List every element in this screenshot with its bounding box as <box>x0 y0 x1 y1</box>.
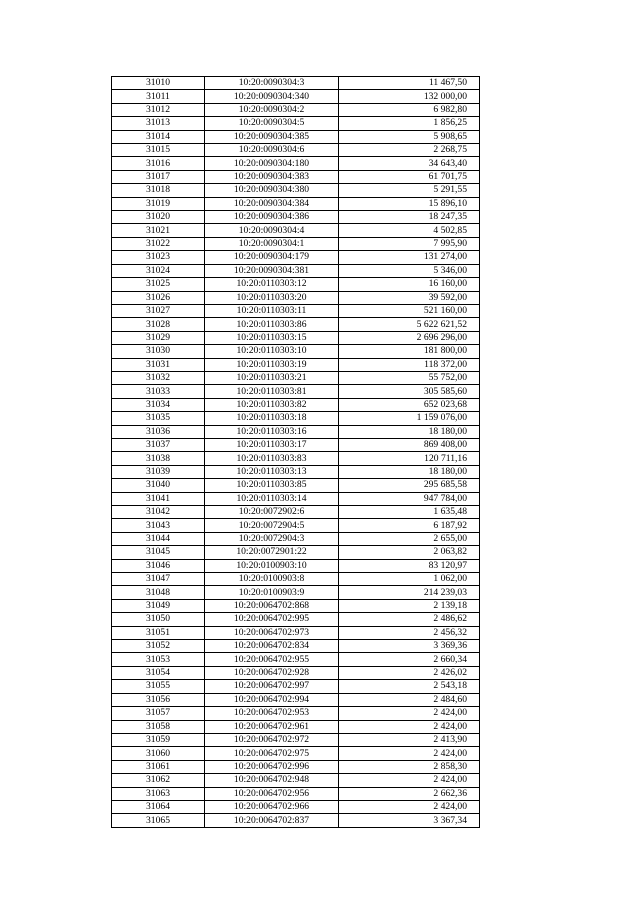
cadastral-number-cell: 10:20:0090304:4 <box>205 224 339 237</box>
table-row <box>112 613 480 626</box>
row-number-cell: 31058 <box>112 720 205 733</box>
table-row <box>112 237 480 250</box>
cadastral-number-cell: 10:20:0064702:953 <box>205 707 339 720</box>
row-number-cell: 31044 <box>112 532 205 545</box>
value-cell: 2 660,34 <box>339 653 480 666</box>
value-cell: 5 908,65 <box>339 130 480 143</box>
row-number-cell: 31010 <box>112 77 205 90</box>
cadastral-number-cell: 10:20:0110303:86 <box>205 318 339 331</box>
cadastral-number-cell: 10:20:0090304:1 <box>205 237 339 250</box>
cadastral-number-cell: 10:20:0064702:955 <box>205 653 339 666</box>
cadastral-number-cell: 10:20:0110303:83 <box>205 452 339 465</box>
value-cell: 869 408,00 <box>339 438 480 451</box>
value-cell: 18 247,35 <box>339 211 480 224</box>
row-number-cell: 31020 <box>112 211 205 224</box>
cadastral-number-cell: 10:20:0064702:975 <box>205 747 339 760</box>
table-row <box>112 412 480 425</box>
cadastral-number-cell: 10:20:0110303:82 <box>205 398 339 411</box>
cadastral-number-cell: 10:20:0090304:5 <box>205 117 339 130</box>
cadastral-number-cell: 10:20:0090304:380 <box>205 184 339 197</box>
value-cell: 2 662,36 <box>339 787 480 800</box>
row-number-cell: 31048 <box>112 586 205 599</box>
value-cell: 947 784,00 <box>339 492 480 505</box>
cadastral-number-cell: 10:20:0100903:8 <box>205 573 339 586</box>
value-cell: 2 543,18 <box>339 680 480 693</box>
table-row <box>112 264 480 277</box>
table-row <box>112 77 480 90</box>
table-row <box>112 304 480 317</box>
cadastral-number-cell: 10:20:0064702:961 <box>205 720 339 733</box>
cadastral-number-cell: 10:20:0064702:997 <box>205 680 339 693</box>
row-number-cell: 31061 <box>112 760 205 773</box>
value-cell: 18 180,00 <box>339 425 480 438</box>
row-number-cell: 31015 <box>112 144 205 157</box>
table-row <box>112 680 480 693</box>
value-cell: 5 346,00 <box>339 264 480 277</box>
value-cell: 2 484,60 <box>339 693 480 706</box>
row-number-cell: 31017 <box>112 170 205 183</box>
cadastral-number-cell: 10:20:0064702:956 <box>205 787 339 800</box>
row-number-cell: 31063 <box>112 787 205 800</box>
table-row <box>112 385 480 398</box>
value-cell: 1 635,48 <box>339 506 480 519</box>
row-number-cell: 31029 <box>112 331 205 344</box>
cadastral-number-cell: 10:20:0110303:18 <box>205 412 339 425</box>
row-number-cell: 31054 <box>112 666 205 679</box>
row-number-cell: 31037 <box>112 438 205 451</box>
cadastral-number-cell: 10:20:0090304:384 <box>205 197 339 210</box>
row-number-cell: 31011 <box>112 90 205 103</box>
value-cell: 2 413,90 <box>339 733 480 746</box>
row-number-cell: 31060 <box>112 747 205 760</box>
cadastral-number-cell: 10:20:0064702:973 <box>205 626 339 639</box>
cadastral-number-cell: 10:20:0064702:834 <box>205 640 339 653</box>
row-number-cell: 31023 <box>112 251 205 264</box>
table-row <box>112 720 480 733</box>
value-cell: 2 426,02 <box>339 666 480 679</box>
value-cell: 2 424,00 <box>339 800 480 813</box>
value-cell: 214 239,03 <box>339 586 480 599</box>
table-row <box>112 318 480 331</box>
row-number-cell: 31056 <box>112 693 205 706</box>
table-row <box>112 760 480 773</box>
value-cell: 55 752,00 <box>339 371 480 384</box>
value-cell: 120 711,16 <box>339 452 480 465</box>
row-number-cell: 31016 <box>112 157 205 170</box>
table-row <box>112 211 480 224</box>
table-row <box>112 224 480 237</box>
cadastral-number-cell: 10:20:0090304:386 <box>205 211 339 224</box>
value-cell: 2 268,75 <box>339 144 480 157</box>
cadastral-number-cell: 10:20:0064702:837 <box>205 814 339 827</box>
table-row <box>112 251 480 264</box>
cadastral-number-cell: 10:20:0064702:868 <box>205 599 339 612</box>
value-cell: 61 701,75 <box>339 170 480 183</box>
cadastral-number-cell: 10:20:0110303:20 <box>205 291 339 304</box>
table-row <box>112 103 480 116</box>
table-row <box>112 90 480 103</box>
cadastral-number-cell: 10:20:0110303:12 <box>205 278 339 291</box>
table-row <box>112 157 480 170</box>
table-row <box>112 465 480 478</box>
row-number-cell: 31059 <box>112 733 205 746</box>
cadastral-number-cell: 10:20:0064702:995 <box>205 613 339 626</box>
value-cell: 2 486,62 <box>339 613 480 626</box>
row-number-cell: 31032 <box>112 371 205 384</box>
row-number-cell: 31041 <box>112 492 205 505</box>
cadastral-number-cell: 10:20:0110303:11 <box>205 304 339 317</box>
row-number-cell: 31057 <box>112 707 205 720</box>
value-cell: 305 585,60 <box>339 385 480 398</box>
value-cell: 1 062,00 <box>339 573 480 586</box>
table-row <box>112 358 480 371</box>
table-row <box>112 599 480 612</box>
cadastral-number-cell: 10:20:0090304:3 <box>205 77 339 90</box>
cadastral-number-cell: 10:20:0110303:13 <box>205 465 339 478</box>
value-cell: 2 424,00 <box>339 747 480 760</box>
table-row <box>112 573 480 586</box>
row-number-cell: 31027 <box>112 304 205 317</box>
value-cell: 4 502,85 <box>339 224 480 237</box>
row-number-cell: 31026 <box>112 291 205 304</box>
value-cell: 18 180,00 <box>339 465 480 478</box>
value-cell: 2 858,30 <box>339 760 480 773</box>
value-cell: 3 367,34 <box>339 814 480 827</box>
cadastral-number-cell: 10:20:0090304:381 <box>205 264 339 277</box>
value-cell: 2 424,00 <box>339 707 480 720</box>
table-row <box>112 774 480 787</box>
table-row <box>112 398 480 411</box>
cadastral-number-cell: 10:20:0100903:9 <box>205 586 339 599</box>
value-cell: 6 187,92 <box>339 519 480 532</box>
table-row <box>112 519 480 532</box>
value-cell: 3 369,36 <box>339 640 480 653</box>
row-number-cell: 31043 <box>112 519 205 532</box>
table-row <box>112 693 480 706</box>
row-number-cell: 31055 <box>112 680 205 693</box>
row-number-cell: 31019 <box>112 197 205 210</box>
value-cell: 6 982,80 <box>339 103 480 116</box>
cadastral-number-cell: 10:20:0064702:966 <box>205 800 339 813</box>
cadastral-number-cell: 10:20:0064702:972 <box>205 733 339 746</box>
cadastral-value-table <box>111 76 480 828</box>
cadastral-number-cell: 10:20:0110303:16 <box>205 425 339 438</box>
table-row <box>112 532 480 545</box>
cadastral-number-cell: 10:20:0064702:948 <box>205 774 339 787</box>
table-row <box>112 452 480 465</box>
cadastral-number-cell: 10:20:0110303:21 <box>205 371 339 384</box>
cadastral-number-cell: 10:20:0110303:85 <box>205 479 339 492</box>
row-number-cell: 31047 <box>112 573 205 586</box>
value-cell: 132 000,00 <box>339 90 480 103</box>
row-number-cell: 31014 <box>112 130 205 143</box>
cadastral-number-cell: 10:20:0110303:15 <box>205 331 339 344</box>
table-row <box>112 438 480 451</box>
row-number-cell: 31033 <box>112 385 205 398</box>
table-row <box>112 506 480 519</box>
row-number-cell: 31030 <box>112 345 205 358</box>
table-row <box>112 184 480 197</box>
row-number-cell: 31035 <box>112 412 205 425</box>
table-body <box>112 77 480 828</box>
value-cell: 2 063,82 <box>339 546 480 559</box>
table-row <box>112 479 480 492</box>
table-row <box>112 425 480 438</box>
table-row <box>112 707 480 720</box>
table-row <box>112 787 480 800</box>
cadastral-number-cell: 10:20:0072904:5 <box>205 519 339 532</box>
value-cell: 11 467,50 <box>339 77 480 90</box>
value-cell: 15 896,10 <box>339 197 480 210</box>
value-cell: 1 856,25 <box>339 117 480 130</box>
cadastral-number-cell: 10:20:0110303:17 <box>205 438 339 451</box>
table-row <box>112 371 480 384</box>
value-cell: 83 120,97 <box>339 559 480 572</box>
value-cell: 652 023,68 <box>339 398 480 411</box>
row-number-cell: 31013 <box>112 117 205 130</box>
cadastral-number-cell: 10:20:0090304:180 <box>205 157 339 170</box>
row-number-cell: 31065 <box>112 814 205 827</box>
table-row <box>112 733 480 746</box>
value-cell: 521 160,00 <box>339 304 480 317</box>
table-row <box>112 144 480 157</box>
table-row <box>112 640 480 653</box>
table-row <box>112 291 480 304</box>
table-row <box>112 814 480 827</box>
row-number-cell: 31049 <box>112 599 205 612</box>
cadastral-number-cell: 10:20:0110303:14 <box>205 492 339 505</box>
row-number-cell: 31040 <box>112 479 205 492</box>
table-row <box>112 653 480 666</box>
table-row <box>112 278 480 291</box>
value-cell: 2 139,18 <box>339 599 480 612</box>
value-cell: 131 274,00 <box>339 251 480 264</box>
row-number-cell: 31046 <box>112 559 205 572</box>
value-cell: 2 424,00 <box>339 774 480 787</box>
value-cell: 39 592,00 <box>339 291 480 304</box>
table-row <box>112 345 480 358</box>
row-number-cell: 31034 <box>112 398 205 411</box>
cadastral-number-cell: 10:20:0090304:179 <box>205 251 339 264</box>
table-row <box>112 626 480 639</box>
cadastral-number-cell: 10:20:0072902:6 <box>205 506 339 519</box>
value-cell: 2 655,00 <box>339 532 480 545</box>
row-number-cell: 31025 <box>112 278 205 291</box>
cadastral-number-cell: 10:20:0090304:6 <box>205 144 339 157</box>
table-row <box>112 197 480 210</box>
cadastral-number-cell: 10:20:0110303:81 <box>205 385 339 398</box>
cadastral-number-cell: 10:20:0110303:19 <box>205 358 339 371</box>
value-cell: 5 622 621,52 <box>339 318 480 331</box>
table-row <box>112 559 480 572</box>
value-cell: 16 160,00 <box>339 278 480 291</box>
value-cell: 2 424,00 <box>339 720 480 733</box>
row-number-cell: 31045 <box>112 546 205 559</box>
cadastral-number-cell: 10:20:0090304:340 <box>205 90 339 103</box>
cadastral-number-cell: 10:20:0110303:10 <box>205 345 339 358</box>
table-row <box>112 492 480 505</box>
value-cell: 34 643,40 <box>339 157 480 170</box>
row-number-cell: 31062 <box>112 774 205 787</box>
cadastral-number-cell: 10:20:0064702:994 <box>205 693 339 706</box>
row-number-cell: 31064 <box>112 800 205 813</box>
table-row <box>112 586 480 599</box>
table-row <box>112 331 480 344</box>
value-cell: 1 159 076,00 <box>339 412 480 425</box>
cadastral-number-cell: 10:20:0090304:383 <box>205 170 339 183</box>
row-number-cell: 31053 <box>112 653 205 666</box>
row-number-cell: 31028 <box>112 318 205 331</box>
cadastral-number-cell: 10:20:0064702:996 <box>205 760 339 773</box>
cadastral-number-cell: 10:20:0072904:3 <box>205 532 339 545</box>
row-number-cell: 31052 <box>112 640 205 653</box>
row-number-cell: 31018 <box>112 184 205 197</box>
value-cell: 5 291,55 <box>339 184 480 197</box>
table-row <box>112 170 480 183</box>
value-cell: 181 800,00 <box>339 345 480 358</box>
row-number-cell: 31039 <box>112 465 205 478</box>
row-number-cell: 31022 <box>112 237 205 250</box>
row-number-cell: 31031 <box>112 358 205 371</box>
row-number-cell: 31051 <box>112 626 205 639</box>
value-cell: 118 372,00 <box>339 358 480 371</box>
cadastral-number-cell: 10:20:0064702:928 <box>205 666 339 679</box>
table-row <box>112 130 480 143</box>
table-row <box>112 800 480 813</box>
cadastral-number-cell: 10:20:0090304:2 <box>205 103 339 116</box>
row-number-cell: 31050 <box>112 613 205 626</box>
row-number-cell: 31038 <box>112 452 205 465</box>
row-number-cell: 31042 <box>112 506 205 519</box>
value-cell: 2 456,32 <box>339 626 480 639</box>
table-row <box>112 666 480 679</box>
table-row <box>112 747 480 760</box>
table-row <box>112 117 480 130</box>
table-row <box>112 546 480 559</box>
cadastral-number-cell: 10:20:0100903:10 <box>205 559 339 572</box>
value-cell: 2 696 296,00 <box>339 331 480 344</box>
cadastral-number-cell: 10:20:0072901:22 <box>205 546 339 559</box>
row-number-cell: 31012 <box>112 103 205 116</box>
row-number-cell: 31024 <box>112 264 205 277</box>
row-number-cell: 31021 <box>112 224 205 237</box>
row-number-cell: 31036 <box>112 425 205 438</box>
value-cell: 295 685,58 <box>339 479 480 492</box>
cadastral-number-cell: 10:20:0090304:385 <box>205 130 339 143</box>
value-cell: 7 995,90 <box>339 237 480 250</box>
